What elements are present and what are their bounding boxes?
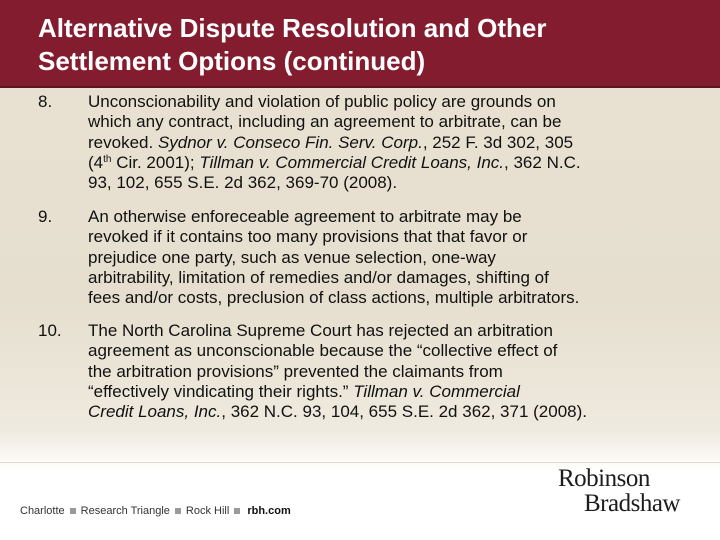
text-line xyxy=(88,173,698,193)
superscript: th xyxy=(103,153,112,165)
text-line xyxy=(88,207,698,227)
text-run: agreement as unconscionable because the “collective effect of xyxy=(88,341,558,361)
item-number: 10. xyxy=(38,321,62,340)
text-run: arbitrability, limitation of remedies and/or damages, shifting of xyxy=(88,267,549,287)
text-run: revoked if it contains too many provisions that that favor or xyxy=(88,227,528,247)
logo-line-2: Bradshaw xyxy=(584,490,680,517)
location-research-triangle: Research Triangle xyxy=(80,505,170,517)
text-run: , 362 N.C. 93, 104, 655 S.E. 2d 362, 371 (2008). xyxy=(221,402,587,422)
case-citation: Tillman v. Commercial Credit Loans, Inc. xyxy=(199,152,505,172)
text-run: Unconscionability and violation of public policy are grounds on xyxy=(88,92,556,111)
location-rock-hill: Rock Hill xyxy=(185,505,230,517)
separator-square-icon xyxy=(234,508,240,514)
text-run: An otherwise enforeceable agreement to arbitrate may be xyxy=(88,207,522,226)
separator-square-icon xyxy=(70,508,76,514)
text-line xyxy=(88,112,698,132)
slide-title xyxy=(38,12,698,78)
text-line xyxy=(88,268,698,288)
text-line xyxy=(88,341,698,361)
text-run: the arbitration provisions” prevented the claimants from xyxy=(88,361,503,381)
footer-divider xyxy=(0,462,720,463)
text-run: fees and/or costs, preclusion of class actions, multiple arbitrators. xyxy=(88,288,580,308)
firm-logo xyxy=(558,466,703,516)
text-run: The North Carolina Supreme Court has rejected an arbitration xyxy=(88,321,553,340)
slide-title-line-1: Alternative Dispute Resolution and Other xyxy=(38,13,547,43)
text-run: revoked. xyxy=(88,132,158,152)
case-citation: Sydnor v. Conseco Fin. Serv. Corp. xyxy=(157,132,423,152)
item-text xyxy=(88,321,698,422)
slide-title-line-2: Settlement Options (continued) xyxy=(38,46,426,76)
website-link[interactable]: rbh.com xyxy=(247,505,291,517)
case-citation: Credit Loans, Inc. xyxy=(88,402,222,422)
title-bar xyxy=(0,0,720,88)
text-run: 93, 102, 655 S.E. 2d 362, 369-70 (2008). xyxy=(88,173,398,193)
item-number: 9. xyxy=(38,207,53,226)
item-number: 8. xyxy=(38,92,53,111)
text-line xyxy=(88,133,698,153)
text-run: which any contract, including an agreement to arbitrate, can be xyxy=(88,112,562,132)
text-run: , 252 F. 3d 302, 305 xyxy=(422,132,574,152)
item-text xyxy=(88,92,698,193)
text-run: prejudice one party, such as venue selection, one-way xyxy=(88,247,496,267)
item-text xyxy=(88,207,698,308)
text-line xyxy=(88,362,698,382)
text-line xyxy=(88,321,698,341)
text-line xyxy=(88,402,698,422)
case-citation: Tillman v. Commercial xyxy=(353,381,520,401)
text-run: (4 xyxy=(88,152,104,172)
text-run: “effectively vindicating their rights.” xyxy=(88,381,354,401)
text-run: , 362 N.C. xyxy=(504,152,581,172)
separator-square-icon xyxy=(175,508,181,514)
text-line xyxy=(88,288,698,308)
footer-locations xyxy=(20,505,291,517)
text-line xyxy=(88,382,698,402)
text-run: Cir. 2001); xyxy=(111,152,200,172)
location-charlotte: Charlotte xyxy=(20,505,65,517)
text-line xyxy=(88,227,698,247)
logo-line-1: Robinson xyxy=(558,465,650,492)
text-line xyxy=(88,92,698,112)
text-line xyxy=(88,248,698,268)
text-line xyxy=(88,153,698,173)
